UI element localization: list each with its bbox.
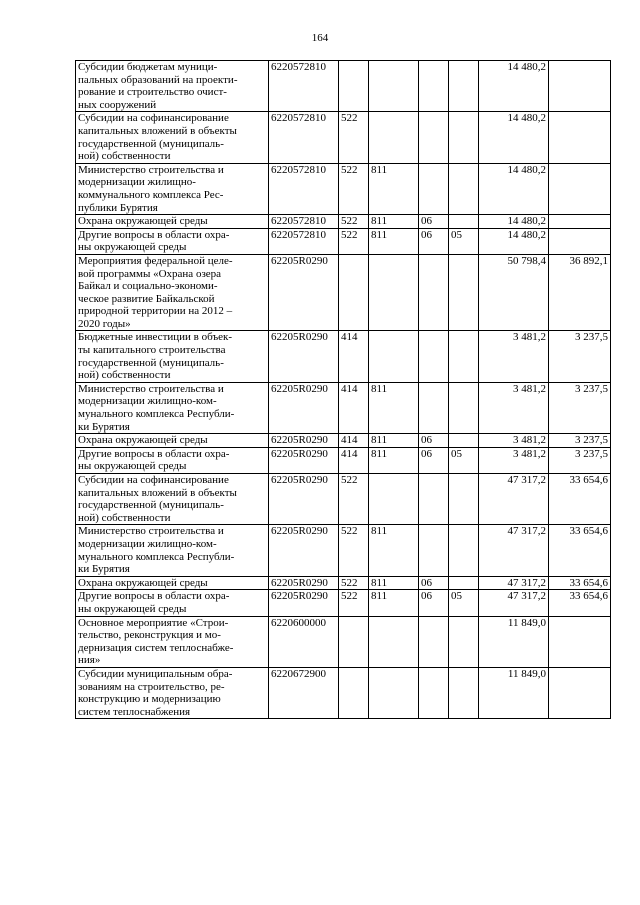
cell-name: Другие вопросы в области охра- ны окружающей среды — [76, 447, 269, 473]
cell-target-code: 62205R0290 — [269, 434, 339, 448]
cell-expense-type — [339, 61, 369, 112]
cell-target-code: 6220572810 — [269, 228, 339, 254]
table-row — [76, 525, 611, 576]
cell-section — [419, 331, 449, 382]
cell-target-code: 6220572810 — [269, 61, 339, 112]
cell-expense-type: 414 — [339, 331, 369, 382]
table-row — [76, 474, 611, 525]
table-row — [76, 434, 611, 448]
cell-name: Охрана окружающей среды — [76, 576, 269, 590]
cell-section: 06 — [419, 590, 449, 616]
cell-section — [419, 616, 449, 667]
cell-department: 811 — [369, 382, 419, 433]
cell-sum-1: 47 317,2 — [479, 590, 549, 616]
cell-sum-2: 33 654,6 — [549, 576, 611, 590]
cell-section — [419, 525, 449, 576]
cell-expense-type: 522 — [339, 474, 369, 525]
cell-department: 811 — [369, 163, 419, 214]
cell-sum-2: 36 892,1 — [549, 254, 611, 331]
cell-target-code: 62205R0290 — [269, 447, 339, 473]
cell-section — [419, 667, 449, 718]
table-body — [76, 61, 611, 719]
cell-department — [369, 474, 419, 525]
cell-sum-1: 14 480,2 — [479, 163, 549, 214]
cell-sum-1: 14 480,2 — [479, 61, 549, 112]
cell-expense-type: 414 — [339, 434, 369, 448]
cell-target-code: 6220600000 — [269, 616, 339, 667]
cell-target-code: 62205R0290 — [269, 590, 339, 616]
cell-sum-1: 3 481,2 — [479, 447, 549, 473]
cell-sum-2 — [549, 616, 611, 667]
cell-name: Министерство строительства и модернизации жилищно-ком- мунального комплекса Республи- ки Бурятия — [76, 525, 269, 576]
cell-subsection — [449, 474, 479, 525]
cell-department: 811 — [369, 590, 419, 616]
cell-sum-2: 3 237,5 — [549, 434, 611, 448]
table-row — [76, 331, 611, 382]
budget-table — [75, 60, 611, 719]
cell-name: Охрана окружающей среды — [76, 434, 269, 448]
cell-expense-type: 522 — [339, 590, 369, 616]
cell-name: Субсидии на софинансирование капитальных вложений в объекты государственной (муниципаль- ной) собственности — [76, 112, 269, 163]
cell-target-code: 6220572810 — [269, 215, 339, 229]
cell-subsection — [449, 382, 479, 433]
cell-subsection — [449, 616, 479, 667]
cell-expense-type: 522 — [339, 525, 369, 576]
cell-name: Охрана окружающей среды — [76, 215, 269, 229]
cell-section: 06 — [419, 434, 449, 448]
cell-department: 811 — [369, 525, 419, 576]
cell-name: Мероприятия федеральной целе- вой программы «Охрана озера Байкал и социально-экономи- ческое развитие Байкальской природной территории на 2012 – 2020 годы» — [76, 254, 269, 331]
cell-target-code: 62205R0290 — [269, 382, 339, 433]
cell-section — [419, 474, 449, 525]
cell-subsection: 05 — [449, 447, 479, 473]
cell-name: Министерство строительства и модернизации жилищно-ком- мунального комплекса Республи- ки Бурятия — [76, 382, 269, 433]
cell-sum-2: 33 654,6 — [549, 474, 611, 525]
cell-expense-type: 414 — [339, 447, 369, 473]
table-row — [76, 667, 611, 718]
cell-section: 06 — [419, 228, 449, 254]
cell-sum-1: 14 480,2 — [479, 112, 549, 163]
table-row — [76, 254, 611, 331]
cell-subsection — [449, 331, 479, 382]
cell-sum-1: 3 481,2 — [479, 331, 549, 382]
table-row — [76, 112, 611, 163]
cell-target-code: 62205R0290 — [269, 254, 339, 331]
cell-section: 06 — [419, 447, 449, 473]
cell-subsection — [449, 667, 479, 718]
table-row — [76, 616, 611, 667]
cell-subsection — [449, 525, 479, 576]
cell-subsection — [449, 215, 479, 229]
cell-expense-type — [339, 254, 369, 331]
cell-expense-type — [339, 616, 369, 667]
cell-section — [419, 382, 449, 433]
cell-sum-1: 3 481,2 — [479, 382, 549, 433]
cell-name: Другие вопросы в области охра- ны окружающей среды — [76, 228, 269, 254]
cell-department — [369, 331, 419, 382]
cell-sum-1: 14 480,2 — [479, 228, 549, 254]
cell-sum-2 — [549, 228, 611, 254]
cell-sum-2: 3 237,5 — [549, 331, 611, 382]
cell-sum-2: 33 654,6 — [549, 525, 611, 576]
cell-department — [369, 616, 419, 667]
cell-target-code: 62205R0290 — [269, 331, 339, 382]
cell-sum-1: 47 317,2 — [479, 576, 549, 590]
cell-subsection — [449, 61, 479, 112]
table-row — [76, 163, 611, 214]
cell-section: 06 — [419, 215, 449, 229]
cell-name: Другие вопросы в области охра- ны окружающей среды — [76, 590, 269, 616]
page-number: 164 — [311, 32, 329, 44]
cell-expense-type: 522 — [339, 228, 369, 254]
cell-department: 811 — [369, 434, 419, 448]
table-row — [76, 228, 611, 254]
cell-sum-2 — [549, 215, 611, 229]
cell-sum-2: 3 237,5 — [549, 382, 611, 433]
cell-department: 811 — [369, 576, 419, 590]
cell-department — [369, 112, 419, 163]
table-row — [76, 382, 611, 433]
cell-section — [419, 112, 449, 163]
cell-subsection — [449, 254, 479, 331]
cell-department: 811 — [369, 215, 419, 229]
cell-target-code: 6220572810 — [269, 112, 339, 163]
cell-subsection — [449, 576, 479, 590]
cell-subsection: 05 — [449, 590, 479, 616]
cell-target-code: 6220672900 — [269, 667, 339, 718]
cell-expense-type — [339, 667, 369, 718]
cell-section — [419, 163, 449, 214]
cell-sum-2 — [549, 112, 611, 163]
cell-sum-2 — [549, 667, 611, 718]
cell-sum-1: 47 317,2 — [479, 525, 549, 576]
cell-target-code: 6220572810 — [269, 163, 339, 214]
cell-subsection: 05 — [449, 228, 479, 254]
table-row — [76, 576, 611, 590]
cell-department — [369, 254, 419, 331]
table-row — [76, 215, 611, 229]
cell-sum-2 — [549, 163, 611, 214]
table-row — [76, 590, 611, 616]
cell-subsection — [449, 434, 479, 448]
cell-target-code: 62205R0290 — [269, 576, 339, 590]
cell-sum-1: 47 317,2 — [479, 474, 549, 525]
cell-section — [419, 254, 449, 331]
cell-name: Бюджетные инвестиции в объек- ты капитального строительства государственной (муниципаль- ной) собственности — [76, 331, 269, 382]
cell-department: 811 — [369, 228, 419, 254]
cell-section — [419, 61, 449, 112]
cell-expense-type: 414 — [339, 382, 369, 433]
cell-department — [369, 61, 419, 112]
cell-section: 06 — [419, 576, 449, 590]
cell-sum-1: 50 798,4 — [479, 254, 549, 331]
cell-sum-2: 3 237,5 — [549, 447, 611, 473]
cell-department — [369, 667, 419, 718]
table-row — [76, 61, 611, 112]
cell-expense-type: 522 — [339, 163, 369, 214]
cell-name: Субсидии муниципальным обра- зованиям на строительство, ре- конструкцию и модернизацию систем теплоснабжения — [76, 667, 269, 718]
cell-sum-1: 11 849,0 — [479, 616, 549, 667]
cell-sum-2: 33 654,6 — [549, 590, 611, 616]
cell-name: Субсидии бюджетам муници- пальных образований на проекти- рование и строительство очист- ных сооружений — [76, 61, 269, 112]
cell-sum-1: 11 849,0 — [479, 667, 549, 718]
cell-target-code: 62205R0290 — [269, 474, 339, 525]
cell-target-code: 62205R0290 — [269, 525, 339, 576]
table-row — [76, 447, 611, 473]
cell-name: Основное мероприятие «Строи- тельство, реконструкция и мо- дернизация систем теплоснабже- ния» — [76, 616, 269, 667]
cell-subsection — [449, 163, 479, 214]
cell-sum-1: 3 481,2 — [479, 434, 549, 448]
cell-expense-type: 522 — [339, 215, 369, 229]
cell-sum-2 — [549, 61, 611, 112]
cell-name: Министерство строительства и модернизации жилищно- коммунального комплекса Рес- публики Бурятия — [76, 163, 269, 214]
cell-name: Субсидии на софинансирование капитальных вложений в объекты государственной (муниципаль- ной) собственности — [76, 474, 269, 525]
cell-expense-type: 522 — [339, 576, 369, 590]
cell-subsection — [449, 112, 479, 163]
cell-department: 811 — [369, 447, 419, 473]
cell-sum-1: 14 480,2 — [479, 215, 549, 229]
cell-expense-type: 522 — [339, 112, 369, 163]
